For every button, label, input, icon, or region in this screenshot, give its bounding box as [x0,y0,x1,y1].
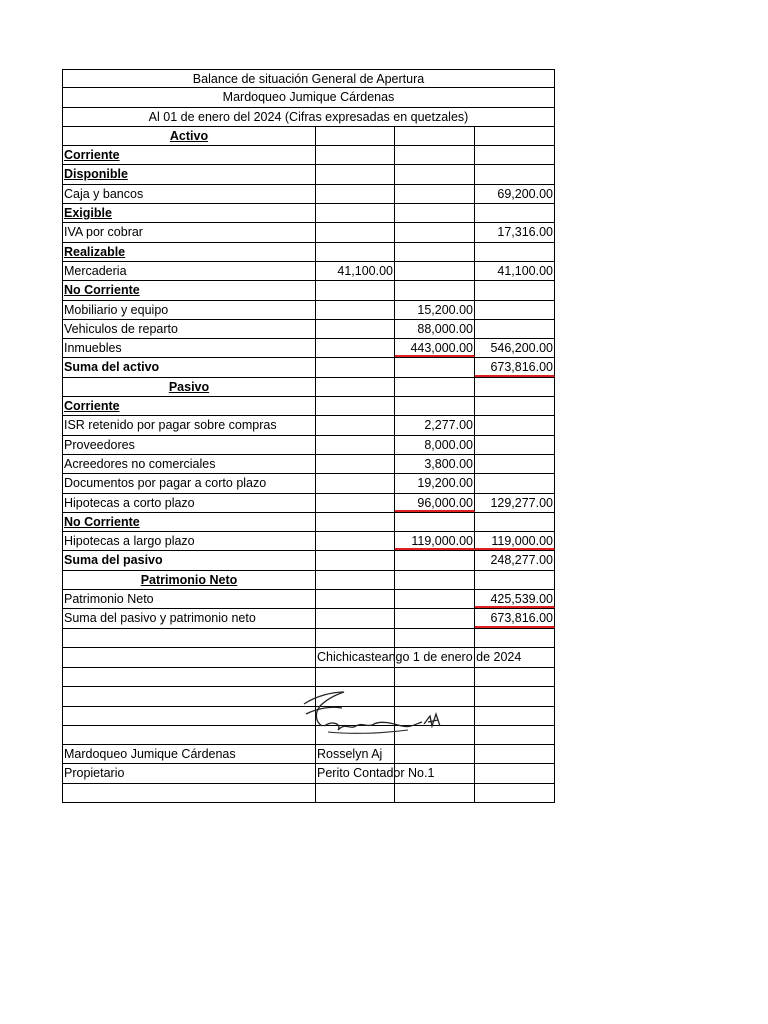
suma-activo-label: Suma del activo [62,358,316,376]
section-heading-activo: Activo [62,127,316,145]
table-row [62,378,555,397]
subheading-disponible: Disponible [62,165,316,183]
table-row [62,262,555,281]
table-row [62,243,555,262]
signer-owner-name: Mardoqueo Jumique Cárdenas [62,745,316,763]
table-row [62,764,555,783]
row-value: 88,000.00 [395,320,475,338]
table-row [62,745,555,764]
row-total: 546,200.00 [475,339,555,357]
table-row [62,513,555,532]
row-value: 15,200.00 [395,301,475,319]
row-label: IVA por cobrar [62,223,316,241]
row-label: Vehiculos de reparto [62,320,316,338]
signer-accountant-name: Rosselyn Aj [317,747,383,762]
row-label: Hipotecas a corto plazo [62,494,316,512]
table-row [62,494,555,513]
table-row [62,629,555,648]
row-label: Hipotecas a largo plazo [62,532,316,550]
row-value: 443,000.00 [395,339,475,357]
row-total: 17,316.00 [475,223,555,241]
row-label: Mobiliario y equipo [62,301,316,319]
row-label: Proveedores [62,436,316,454]
table-row [62,784,555,803]
row-total: 69,200.00 [475,185,555,203]
table-row [62,339,555,358]
section-heading-patrimonio: Patrimonio Neto [62,571,316,589]
subheading-no-corriente: No Corriente [62,513,316,531]
table-row [62,571,555,590]
suma-pasivo-patrimonio-label: Suma del pasivo y patrimonio neto [62,609,316,627]
row-total: 129,277.00 [475,494,555,512]
row-label: Documentos por pagar a corto plazo [62,474,316,492]
table-row [62,281,555,300]
table-row [62,223,555,242]
table-row [62,127,555,146]
section-heading-pasivo: Pasivo [62,378,316,396]
place-date: Chichicasteango 1 de enero de 2024 [317,649,522,664]
handwritten-signature [298,686,458,742]
suma-pasivo-total: 248,277.00 [475,551,555,569]
row-total: 119,000.00 [475,532,555,550]
table-row [62,436,555,455]
row-value: 19,200.00 [395,474,475,492]
table-row [62,185,555,204]
row-value: 2,277.00 [395,416,475,434]
table-row [62,590,555,609]
table-row [62,320,555,339]
row-value: 41,100.00 [316,262,395,280]
table-row [62,165,555,184]
document-title: Balance de situación General de Apertura [62,70,555,87]
table-row [62,648,555,668]
title-row [62,69,555,88]
table-row [62,397,555,416]
table-row [62,668,555,687]
row-total: 425,539.00 [475,590,555,608]
row-label: Caja y bancos [62,185,316,203]
signer-accountant-role: Perito Contador No.1 [317,766,435,781]
date-row [62,108,555,127]
subheading-corriente: Corriente [62,397,316,415]
row-value: 3,800.00 [395,455,475,473]
table-row [62,301,555,320]
table-row [62,551,555,570]
table-row [62,358,555,377]
row-label: Mercaderia [62,262,316,280]
subheading-exigible: Exigible [62,204,316,222]
suma-pasivo-patrimonio-total: 673,816.00 [475,609,555,627]
row-label: Acreedores no comerciales [62,455,316,473]
subheading-corriente: Corriente [62,146,316,164]
owner-name: Mardoqueo Jumique Cárdenas [62,88,555,106]
row-value: 8,000.00 [395,436,475,454]
row-label: Patrimonio Neto [62,590,316,608]
row-value: 119,000.00 [395,532,475,550]
row-value: 96,000.00 [395,494,475,512]
table-row [62,416,555,435]
subheading-no-corriente: No Corriente [62,281,316,299]
row-total: 41,100.00 [475,262,555,280]
owner-row [62,88,555,107]
table-row [62,474,555,493]
suma-pasivo-label: Suma del pasivo [62,551,316,569]
table-row [62,204,555,223]
table-row [62,455,555,474]
row-label: ISR retenido por pagar sobre compras [62,416,316,434]
date-line: Al 01 de enero del 2024 (Cifras expresadas en quetzales) [62,108,555,126]
table-row [62,609,555,628]
subheading-realizable: Realizable [62,243,316,261]
signer-owner-role: Propietario [62,764,316,782]
row-label: Inmuebles [62,339,316,357]
table-row [62,146,555,165]
table-row [62,532,555,551]
suma-activo-total: 673,816.00 [475,358,555,376]
